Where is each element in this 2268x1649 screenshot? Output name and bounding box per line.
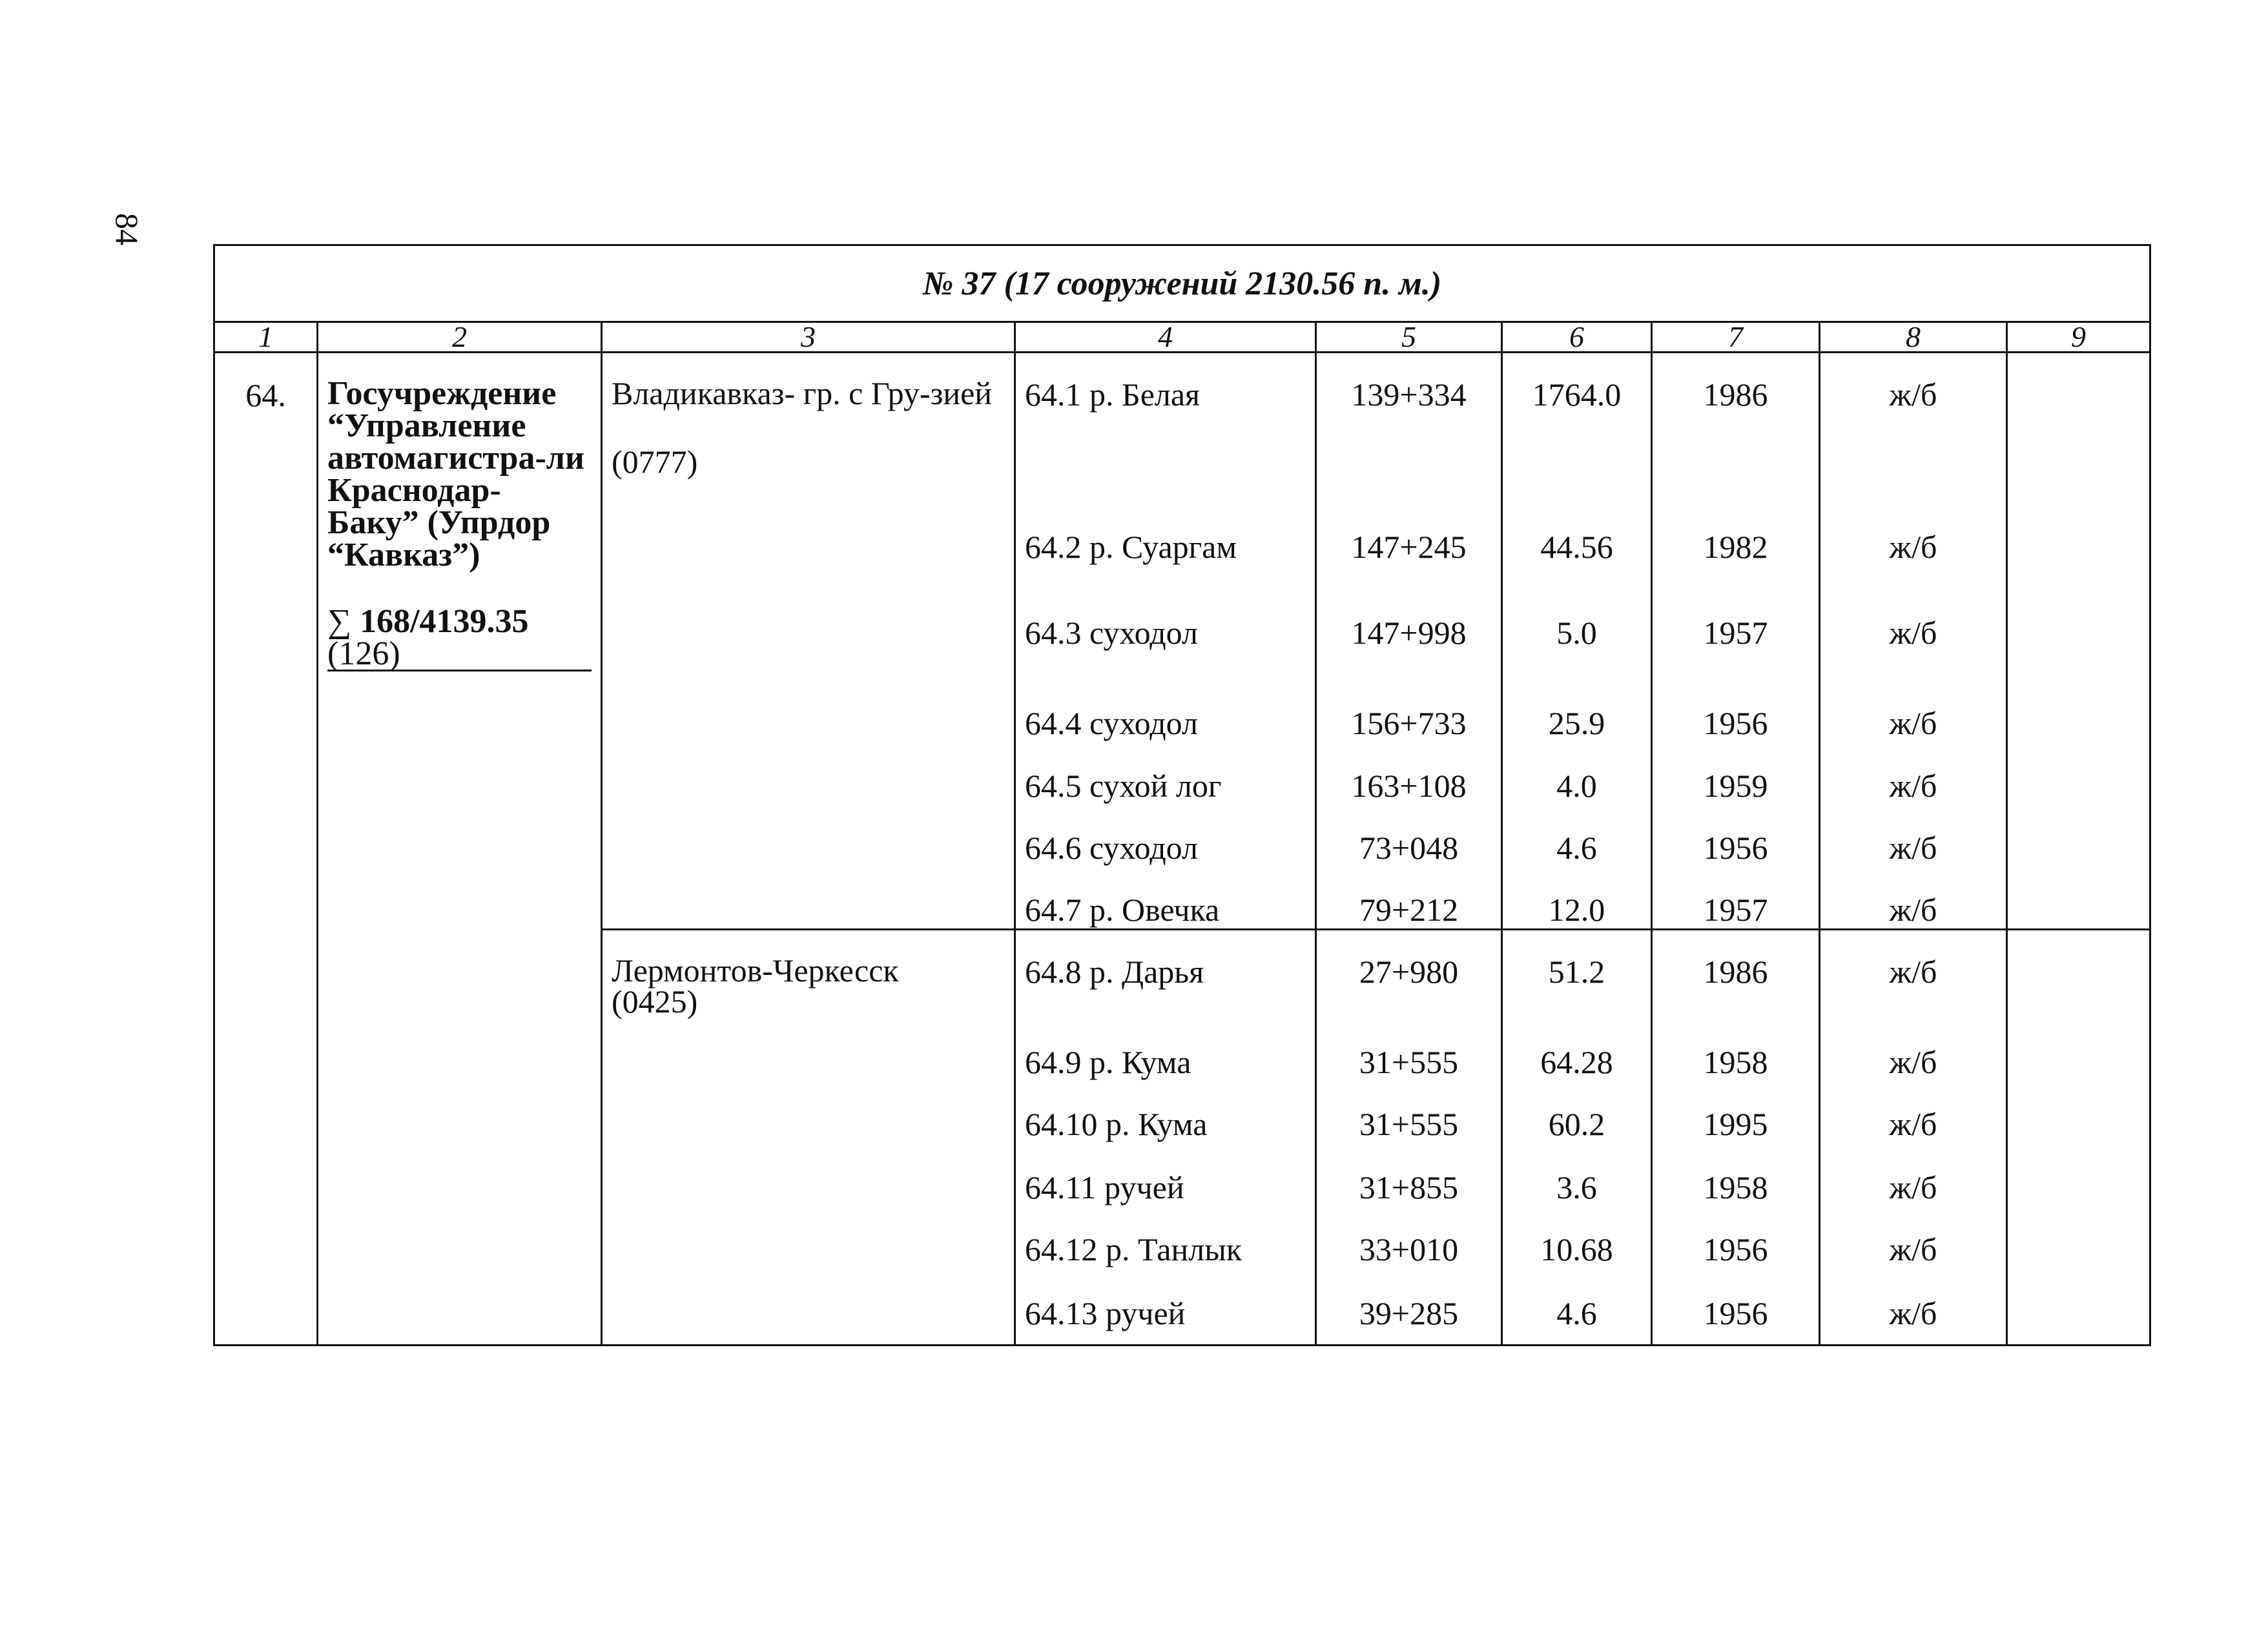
structure-year: 1956 (1703, 1231, 1768, 1267)
structure-name: 64.9 р. Кума (1025, 1044, 1191, 1080)
structure-name: 64.10 р. Кума (1025, 1106, 1208, 1142)
structure-name: 64.3 суходол (1025, 615, 1198, 651)
structure-km-cell (1316, 353, 1502, 930)
structure-year: 1958 (1703, 1044, 1768, 1080)
structure-material: ж/б (1889, 529, 1937, 565)
structure-name: 64.5 сухой лог (1025, 768, 1222, 804)
structure-length: 4.6 (1556, 1295, 1597, 1331)
structure-km: 33+010 (1359, 1231, 1459, 1267)
structure-lengths (1503, 376, 1651, 928)
organization-cell (318, 353, 602, 1346)
structure-length: 51.2 (1548, 954, 1605, 990)
structure-kms (1317, 376, 1501, 928)
column-number: 8 (1820, 322, 2007, 353)
road-cell (602, 930, 1015, 1346)
structure-length: 44.56 (1540, 529, 1613, 565)
structure-length: 10.68 (1540, 1231, 1613, 1267)
structure-material: ж/б (1889, 615, 1937, 651)
structure-materials (1820, 954, 2006, 1331)
sum-value: 168/4139.35 (360, 603, 529, 640)
structure-length: 4.6 (1556, 830, 1597, 866)
road-cell (602, 353, 1015, 930)
structure-name: 64.8 р. Дарья (1025, 954, 1204, 990)
sum-symbol: ∑ (327, 603, 352, 640)
table-title: № 37 (17 сооружений 2130.56 п. м.) (214, 245, 2150, 322)
structure-name-cell (1015, 353, 1316, 930)
structure-material: ж/б (1889, 1169, 1937, 1205)
structures-table (213, 244, 2151, 1346)
column-number: 5 (1316, 322, 1502, 353)
structure-materials (1820, 376, 2006, 928)
structure-year: 1958 (1703, 1169, 1768, 1205)
structure-length-cell (1502, 930, 1652, 1346)
column-number: 2 (318, 322, 602, 353)
structure-length: 64.28 (1540, 1044, 1613, 1080)
structure-material: ж/б (1889, 1231, 1937, 1267)
road-name: Владикавказ- гр. с Гру-зией (612, 375, 993, 411)
structure-km: 31+855 (1359, 1169, 1459, 1205)
table-row (214, 353, 2150, 930)
structure-material: ж/б (1889, 705, 1937, 741)
empty-cell (2007, 930, 2150, 1346)
structure-name-cell (1015, 930, 1316, 1346)
structure-km: 139+334 (1351, 376, 1467, 413)
structure-km: 163+108 (1351, 768, 1467, 804)
structure-years (1653, 376, 1819, 928)
structure-year: 1959 (1703, 768, 1768, 804)
structure-material: ж/б (1889, 1044, 1937, 1080)
sum-count: (126) (327, 638, 592, 671)
empty-cell (2007, 353, 2150, 930)
structure-length: 4.0 (1556, 768, 1597, 804)
column-number: 9 (2007, 322, 2150, 353)
structure-km: 31+555 (1359, 1044, 1459, 1080)
structure-km: 147+998 (1351, 615, 1467, 651)
column-number: 3 (602, 322, 1015, 353)
organization-name: Госучреждение “Управление автомагистра-ли Краснодар-Баку” (Упрдор “Кавказ”) (327, 375, 584, 573)
structure-km: 31+555 (1359, 1106, 1459, 1142)
structure-name: 64.1 р. Белая (1025, 376, 1201, 413)
structure-year: 1986 (1703, 954, 1768, 990)
structure-length-cell (1502, 353, 1652, 930)
road-code: (0425) (612, 983, 698, 1019)
structure-km-cell (1316, 930, 1502, 1346)
road-name: Лермонтов-Черкесск (612, 952, 899, 988)
structure-material: ж/б (1889, 954, 1937, 990)
structure-year-cell (1652, 353, 1820, 930)
structure-length: 3.6 (1556, 1169, 1597, 1205)
column-number: 4 (1015, 322, 1316, 353)
structure-length: 5.0 (1556, 615, 1597, 651)
structure-year: 1956 (1703, 1295, 1768, 1331)
structure-length: 12.0 (1548, 892, 1605, 928)
structure-name: 64.4 суходол (1025, 705, 1198, 741)
structure-name: 64.13 ручей (1025, 1295, 1186, 1331)
structure-name: 64.12 р. Танлык (1025, 1231, 1242, 1267)
structure-names (1016, 954, 1315, 1331)
structure-material: ж/б (1889, 1106, 1937, 1142)
structure-name: 64.11 ручей (1025, 1169, 1184, 1205)
structure-material: ж/б (1889, 830, 1937, 866)
structure-material: ж/б (1889, 768, 1937, 804)
structure-km: 156+733 (1351, 705, 1467, 741)
structure-year: 1995 (1703, 1106, 1768, 1142)
entry-number: 64. (214, 353, 318, 1346)
structure-name: 64.7 р. Овечка (1025, 892, 1220, 928)
structure-year: 1956 (1703, 830, 1768, 866)
structure-name: 64.6 суходол (1025, 830, 1198, 866)
structure-km: 27+980 (1359, 954, 1459, 990)
structure-km: 39+285 (1359, 1295, 1459, 1331)
column-number: 6 (1502, 322, 1652, 353)
structure-year-cell (1652, 930, 1820, 1346)
column-number-row (214, 322, 2150, 353)
structure-material: ж/б (1889, 1295, 1937, 1331)
structure-year: 1956 (1703, 705, 1768, 741)
column-number: 7 (1652, 322, 1820, 353)
structure-length: 25.9 (1548, 705, 1605, 741)
structure-lengths (1503, 954, 1651, 1331)
column-number: 1 (214, 322, 318, 353)
structure-km: 73+048 (1359, 830, 1459, 866)
road-code: (0777) (612, 444, 698, 480)
structure-material-cell (1820, 930, 2007, 1346)
organization-sum (327, 603, 592, 672)
structure-km: 79+212 (1359, 892, 1459, 928)
structure-material: ж/б (1889, 892, 1937, 928)
structure-material: ж/б (1889, 376, 1937, 413)
structure-year: 1982 (1703, 529, 1768, 565)
structure-km: 147+245 (1351, 529, 1467, 565)
structure-kms (1317, 954, 1501, 1331)
structure-year: 1957 (1703, 892, 1768, 928)
structure-length: 1764.0 (1532, 376, 1622, 413)
structure-names (1016, 376, 1315, 928)
structure-length: 60.2 (1548, 1106, 1605, 1142)
page-number: 84 (109, 213, 145, 245)
structure-name: 64.2 р. Суаргам (1025, 529, 1237, 565)
structure-year: 1986 (1703, 376, 1768, 413)
structure-year: 1957 (1703, 615, 1768, 651)
structure-material-cell (1820, 353, 2007, 930)
structure-years (1653, 954, 1819, 1331)
title-row (214, 245, 2150, 322)
